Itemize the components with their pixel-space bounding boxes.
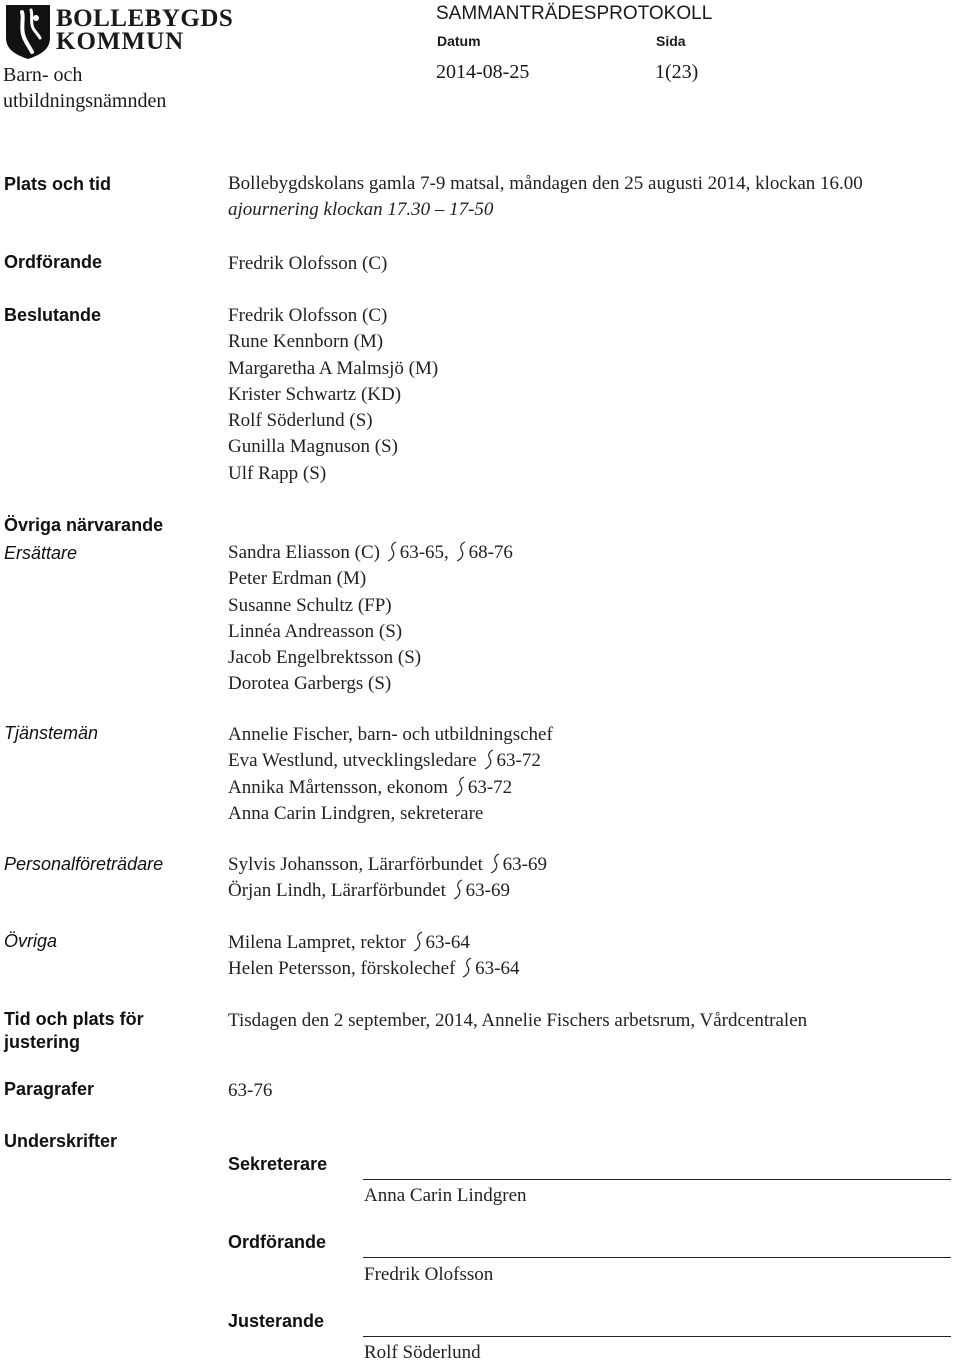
substitutes-label: Ersättare <box>4 543 78 563</box>
substitute-entry <box>228 540 513 566</box>
other-entry <box>228 930 519 956</box>
paragraphs-label: Paragrafer <box>4 1079 95 1099</box>
staff-reps-label: Personalföreträdare <box>4 854 164 874</box>
substitute-name: Susanne Schultz (FP) <box>228 594 392 616</box>
signature-line <box>363 1257 951 1258</box>
signature-name: Rolf Söderlund <box>364 1342 481 1363</box>
other-name: Milena Lampret, rektor <box>228 932 406 953</box>
substitute-name: Dorotea Garbergs (S) <box>228 673 392 695</box>
official-name: Annika Mårtensson, ekonom <box>228 776 449 798</box>
decision-member: Gunilla Magnuson (S) <box>228 436 398 458</box>
other-name: Helen Petersson, förskolechef <box>228 958 456 980</box>
signature-role: Justerande <box>228 1311 325 1331</box>
staff-rep-entry <box>228 852 547 878</box>
section-mark-icon <box>453 879 463 900</box>
substitute-name: Jacob Engelbrektsson (S) <box>228 647 422 669</box>
section-mark-icon <box>387 541 397 562</box>
official-entry <box>228 748 553 774</box>
other-list <box>228 930 519 983</box>
substitutes-list <box>228 540 513 698</box>
place-time-label: Plats och tid <box>4 174 112 194</box>
adjustment-label <box>4 1008 144 1054</box>
meeting-date: 2014-08-25 <box>436 61 530 83</box>
date-label: Datum <box>437 33 481 49</box>
substitute-name: Peter Erdman (M) <box>228 568 367 590</box>
substitute-note: 68-76 <box>468 542 513 563</box>
other-note: 63-64 <box>475 958 520 980</box>
signature-name: Fredrik Olofsson <box>364 1264 494 1285</box>
decision-member: Margaretha A Malmsjö (M) <box>228 357 439 379</box>
section-mark-icon <box>455 776 465 797</box>
adjournment-value: ajournering klockan 17.30 – 17-50 <box>228 199 494 221</box>
signature-role: Ordförande <box>228 1232 327 1252</box>
staff-rep-note: 63-69 <box>465 880 510 902</box>
decision-member: Krister Schwartz (KD) <box>228 383 402 405</box>
official-name: Eva Westlund, utvecklingsledare <box>228 750 477 772</box>
substitute-name: Sandra Eliasson (C) <box>228 542 380 563</box>
substitute-name: Linnéa Andreasson (S) <box>228 620 403 642</box>
paragraphs-value: 63-76 <box>228 1080 273 1101</box>
other-label: Övriga <box>4 931 58 951</box>
staff-rep-note: 63-69 <box>502 854 547 875</box>
page-label: Sida <box>656 33 686 49</box>
official-name: Anna Carin Lindgren, sekreterare <box>228 802 484 824</box>
other-note: 63-64 <box>425 932 470 953</box>
signature-line <box>363 1179 951 1180</box>
place-value: Bollebygdskolans gamla 7-9 matsal, måndagen den 25 augusti 2014, klockan 16.00 <box>228 173 863 194</box>
page-number: 1(23) <box>655 61 699 83</box>
staff-rep-name: Örjan Lindh, Lärarförbundet <box>228 880 446 902</box>
staff-rep-entry <box>228 878 547 904</box>
place-time-value <box>228 171 863 224</box>
chair-label: Ordförande <box>4 252 103 272</box>
official-note: 63-72 <box>467 776 513 798</box>
official-name: Annelie Fischer, barn- och utbildningschef <box>228 724 553 745</box>
section-mark-icon <box>413 931 423 952</box>
document-type: SAMMANTRÄDESPROTOKOLL <box>436 3 713 24</box>
others-present-label: Övriga närvarande <box>4 515 164 535</box>
staff-rep-name: Sylvis Johansson, Lärarförbundet <box>228 854 483 875</box>
adjustment-value: Tisdagen den 2 september, 2014, Annelie Fischers arbetsrum, Vårdcentralen <box>228 1010 808 1031</box>
decision-makers-list <box>228 303 438 487</box>
signature-role: Sekreterare <box>228 1154 328 1174</box>
signatures-label: Underskrifter <box>4 1131 118 1151</box>
other-entry <box>228 956 519 982</box>
official-entry <box>228 775 553 801</box>
decision-member: Ulf Rapp (S) <box>228 462 327 484</box>
committee-name-line2: utbildningsnämnden <box>3 90 167 112</box>
adjustment-label-line1: Tid och plats för <box>4 1009 144 1029</box>
chair-value: Fredrik Olofsson (C) <box>228 253 388 274</box>
decision-member: Fredrik Olofsson (C) <box>228 305 388 326</box>
section-mark-icon <box>462 957 472 978</box>
signature-line <box>363 1336 951 1337</box>
staff-reps-list <box>228 852 547 905</box>
decision-member: Rolf Söderlund (S) <box>228 410 373 432</box>
committee-name-line1: Barn- och <box>3 64 83 86</box>
adjustment-label-line2: justering <box>4 1032 81 1052</box>
section-mark-icon <box>456 541 466 562</box>
section-mark-icon <box>484 749 494 770</box>
official-note: 63-72 <box>496 750 541 772</box>
org-name-line1: BOLLEBYGDS <box>56 5 234 32</box>
officials-label: Tjänstemän <box>4 723 99 743</box>
section-mark-icon <box>490 853 500 874</box>
decision-member: Rune Kennborn (M) <box>228 331 384 353</box>
municipality-crest-logo <box>5 4 51 60</box>
signature-name: Anna Carin Lindgren <box>364 1185 527 1206</box>
decision-makers-label: Beslutande <box>4 305 102 325</box>
officials-list <box>228 722 553 827</box>
substitute-note: 63-65, <box>399 542 449 563</box>
org-name-line2: KOMMUN <box>56 28 185 55</box>
